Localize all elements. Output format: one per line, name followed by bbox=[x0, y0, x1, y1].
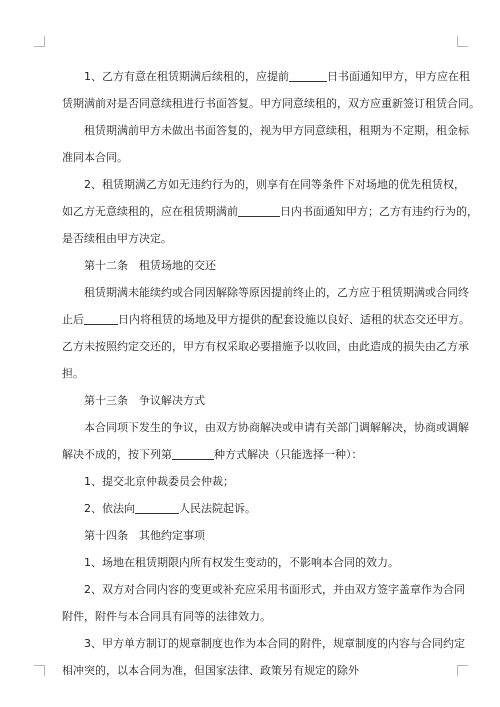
text-line: 附件，附件与本合同具有同等的法律效力。 bbox=[62, 610, 271, 623]
text-line: 1、提交北京仲裁委员会仲裁； bbox=[84, 475, 234, 488]
text-line: 1、场地在租赁期限内所有权发生变动的，不影响本合同的效力。 bbox=[84, 556, 399, 569]
text-line: 准同本合同。 bbox=[62, 151, 128, 164]
text-line: 乙方未按照约定交还的，甲方有权采取必要措施予以收回，由此造成的损失由乙方承 bbox=[62, 340, 469, 353]
text-line: 2、租赁期满乙方如无违约行为的，则享有在同等条件下对场地的优先租赁权， bbox=[84, 178, 465, 191]
crop-mark-bottom-right bbox=[457, 665, 468, 676]
fill-blank bbox=[289, 68, 327, 82]
text-line: 本合同项下发生的争议，由双方协商解决或申请有关部门调解解决，协商或调解 bbox=[84, 421, 469, 434]
text-line: 1、乙方有意在租赁期满后续租的，应提前 日书面通知甲方，甲方应在租 bbox=[84, 70, 470, 83]
text-line: 租赁期满未能续约或合同因解除等原因提前终止的，乙方应于租赁期满或合同终 bbox=[84, 286, 469, 299]
fill-blank bbox=[84, 311, 118, 325]
fill-blank bbox=[172, 446, 214, 460]
section-heading: 第十三条 争议解决方式 bbox=[84, 394, 205, 407]
document-body bbox=[62, 66, 480, 687]
crop-mark-top-right bbox=[457, 36, 468, 47]
text-line: 赁期满前对是否同意续租进行书面答复。甲方同意续租的，双方应重新签订租赁合同。 bbox=[62, 97, 480, 110]
text-line: 2、双方对合同内容的变更或补充应采用书面形式，并由双方签字盖章作为合同 bbox=[84, 583, 465, 596]
text-line: 止后 日内将租赁的场地及甲方提供的配套设施以良好、适租的状态交还甲方。 bbox=[62, 313, 470, 326]
crop-mark-top-left bbox=[34, 36, 45, 47]
text-line: 相冲突的，以本合同为准，但国家法律、政策另有规定的除外 bbox=[62, 664, 359, 677]
text-line: 租赁期满前甲方未做出书面答复的，视为甲方同意续租，租期为不定期，租金标 bbox=[84, 124, 469, 137]
text-line: 担。 bbox=[62, 367, 84, 380]
text-line: 如乙方无意续租的，应在租赁期满前 日内书面通知甲方；乙方有违约行为的， bbox=[62, 205, 478, 218]
fill-blank bbox=[135, 500, 179, 514]
fill-blank bbox=[238, 203, 280, 217]
section-heading: 第十四条 其他约定事项 bbox=[84, 529, 205, 542]
text-line: 是否续租由甲方决定。 bbox=[62, 232, 172, 245]
section-heading: 第十二条 租赁场地的交还 bbox=[84, 259, 216, 272]
text-line: 3、甲方单方制订的规章制度也作为本合同的附件，规章制度的内容与合同约定 bbox=[84, 637, 465, 650]
text-line: 2、依法向 人民法院起诉。 bbox=[84, 502, 256, 515]
text-line: 解决不成的，按下列第 种方式解决（只能选择一种）： bbox=[62, 448, 363, 461]
crop-mark-bottom-left bbox=[34, 665, 45, 676]
